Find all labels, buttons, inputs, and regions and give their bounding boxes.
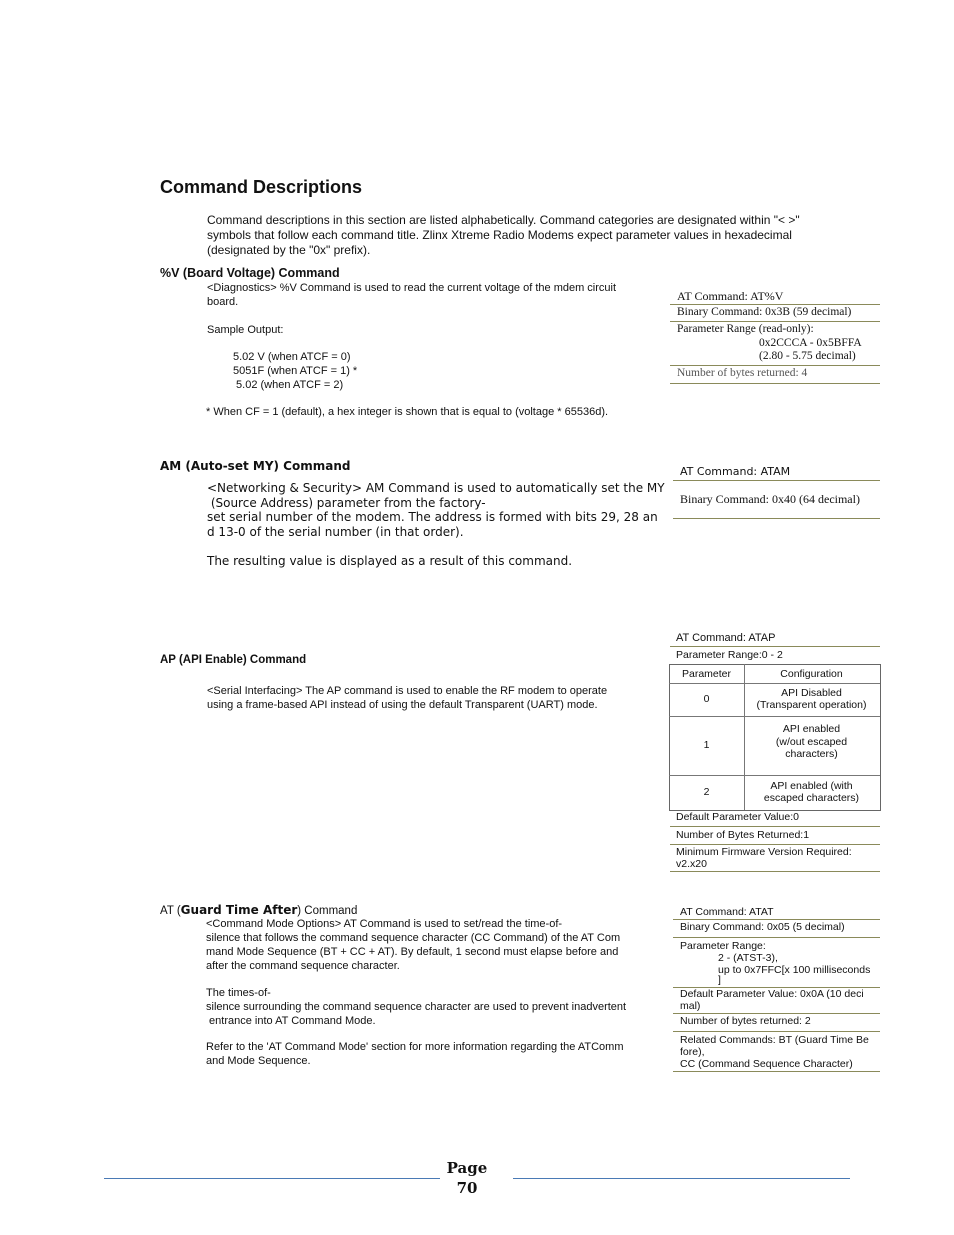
config-line: API Disabled bbox=[781, 687, 842, 699]
config-line: (Transparent operation) bbox=[756, 699, 867, 711]
at-box-at: AT Command: ATAT bbox=[680, 906, 774, 918]
rule bbox=[670, 365, 880, 366]
rule bbox=[673, 1071, 880, 1072]
rule bbox=[670, 304, 880, 305]
range-line: up to 0x7FFC[x 100 milliseconds bbox=[718, 964, 871, 976]
config-line: escaped characters) bbox=[763, 792, 860, 804]
desc-line: mand Mode Sequence (BT + CC + AT). By default, 1 second must elapse before and bbox=[206, 946, 619, 958]
desc-line: Refer to the 'AT Command Mode' section for more information regarding the ATComm bbox=[206, 1041, 624, 1053]
at-box-bytes: Number of bytes returned: 2 bbox=[680, 1015, 811, 1027]
desc-line: <Command Mode Options> AT Command is used to set/read the time-of- bbox=[206, 918, 563, 930]
desc-line: set serial number of the modem. The address is formed with bits 29, 28 an bbox=[207, 510, 658, 524]
desc-line: and Mode Sequence. bbox=[206, 1055, 311, 1067]
rule bbox=[670, 844, 880, 845]
desc-line: board. bbox=[207, 296, 239, 308]
ap-box-at: AT Command: ATAP bbox=[676, 632, 776, 644]
desc-line: d 13-0 of the serial number (in that order). bbox=[207, 524, 464, 539]
ap-box-firmware bbox=[676, 846, 852, 870]
related-line: CC (Command Sequence Character) bbox=[680, 1058, 853, 1070]
am-result: The resulting value is displayed as a result of this command. bbox=[207, 554, 573, 568]
ap-command-desc bbox=[207, 684, 607, 712]
related-line: Related Commands: BT (Guard Time Be bbox=[680, 1034, 869, 1046]
at-command-desc2 bbox=[206, 986, 626, 1028]
desc-line: (Source Address) parameter from the factory- bbox=[207, 495, 486, 510]
ap-box-default: Default Parameter Value:0 bbox=[676, 811, 799, 823]
rule bbox=[670, 383, 880, 384]
rule bbox=[670, 871, 880, 872]
table-divider bbox=[669, 683, 880, 684]
table-cell-config bbox=[744, 687, 879, 711]
intro-line: (designated by the "0x" prefix). bbox=[207, 243, 371, 257]
range-line: Parameter Range: bbox=[680, 940, 766, 952]
page-number bbox=[430, 1158, 504, 1198]
rule bbox=[670, 321, 880, 322]
default-line: mal) bbox=[680, 999, 701, 1012]
desc-line: <Serial Interfacing> The AP command is used to enable the RF modem to operate bbox=[207, 685, 608, 697]
rule bbox=[673, 1031, 880, 1032]
config-line: characters) bbox=[785, 748, 838, 760]
section-heading: Command Descriptions bbox=[160, 177, 363, 197]
footer-rule-left bbox=[104, 1178, 440, 1179]
am-box-at: AT Command: ATAM bbox=[680, 465, 791, 478]
sample-line: 5051F (when ATCF = 1) * bbox=[233, 365, 358, 377]
v-box-binary: Binary Command: 0x3B (59 decimal) bbox=[677, 306, 852, 318]
title-pre: AT ( bbox=[160, 905, 181, 917]
at-box-default bbox=[680, 989, 864, 1012]
v-box-at: AT Command: AT%V bbox=[677, 289, 784, 303]
v-box-range-label: Parameter Range (read-only): bbox=[677, 323, 814, 335]
desc-line: silence that follows the command sequence character (CC Command) of the AT Com bbox=[206, 932, 621, 944]
table-divider bbox=[669, 775, 880, 776]
sample-output-label: Sample Output: bbox=[207, 324, 284, 336]
desc-line: The times-of- bbox=[206, 987, 271, 999]
table-divider bbox=[669, 716, 880, 717]
firmware-line: v2.x20 bbox=[676, 858, 707, 870]
desc-line: using a frame-based API instead of using the default Transparent (UART) mode. bbox=[207, 699, 598, 711]
v-box-range-dec: (2.80 - 5.75 decimal) bbox=[759, 350, 856, 362]
page-value: 70 bbox=[456, 1179, 478, 1197]
ap-box-range: Parameter Range:0 - 2 bbox=[676, 649, 783, 661]
desc-line: after the command sequence character. bbox=[206, 960, 400, 972]
v-box-range-hex: 0x2CCCA - 0x5BFFA bbox=[759, 337, 862, 349]
rule bbox=[673, 518, 880, 519]
desc-line: <Networking & Security> AM Command is used to automatically set the MY bbox=[207, 481, 665, 495]
range-line: 2 - (ATST-3), bbox=[718, 952, 778, 964]
v-command-title: %V (Board Voltage) Command bbox=[160, 266, 340, 280]
am-command-desc-cont bbox=[207, 510, 658, 539]
rule bbox=[670, 646, 880, 647]
default-line: Default Parameter Value: 0x0A (10 deci bbox=[680, 988, 864, 1000]
ap-command-title: AP (API Enable) Command bbox=[160, 654, 307, 666]
rule bbox=[670, 826, 880, 827]
range-line: ] bbox=[718, 974, 721, 986]
rule bbox=[673, 919, 880, 920]
at-command-desc3 bbox=[206, 1040, 624, 1068]
table-cell-param: 1 bbox=[703, 739, 710, 751]
config-line: API enabled bbox=[782, 723, 841, 735]
v-note: * When CF = 1 (default), a hex integer is shown that is equal to (voltage * 65536d). bbox=[206, 406, 609, 418]
at-box-range bbox=[680, 940, 870, 985]
col-header-configuration: Configuration bbox=[780, 668, 843, 680]
am-command-title: AM (Auto-set MY) Command bbox=[160, 459, 351, 473]
am-command-desc bbox=[207, 481, 665, 510]
desc-line: silence surrounding the command sequence character are used to prevent inadvertent bbox=[206, 1001, 627, 1013]
at-command-title bbox=[160, 903, 357, 917]
v-command-desc bbox=[207, 281, 616, 309]
table-cell-param: 0 bbox=[703, 693, 710, 705]
title-bold: Guard Time After bbox=[180, 903, 298, 917]
config-line: (w/out escaped bbox=[775, 735, 848, 748]
table-cell-config bbox=[744, 780, 879, 804]
ap-box-bytes: Number of Bytes Returned:1 bbox=[676, 829, 810, 841]
rule bbox=[673, 937, 880, 938]
at-box-related bbox=[680, 1034, 869, 1070]
v-box-bytes: Number of bytes returned: 4 bbox=[677, 367, 808, 379]
col-header-parameter: Parameter bbox=[681, 668, 732, 680]
sample-line: 5.02 V (when ATCF = 0) bbox=[233, 351, 351, 363]
at-command-desc bbox=[206, 917, 620, 973]
intro-line: symbols that follow each command title. Zlinx Xtreme Radio Modems expect parameter values in hexadecimal bbox=[207, 228, 792, 242]
desc-line: entrance into AT Command Mode. bbox=[206, 1015, 376, 1027]
intro-paragraph bbox=[207, 213, 800, 258]
rule bbox=[673, 1013, 880, 1014]
at-box-binary: Binary Command: 0x05 (5 decimal) bbox=[680, 921, 845, 933]
table-cell-config bbox=[744, 723, 879, 761]
firmware-line: Minimum Firmware Version Required: bbox=[676, 846, 852, 858]
table-cell-param: 2 bbox=[703, 786, 710, 798]
intro-line: Command descriptions in this section are listed alphabetically. Command categories are designated within "< >" bbox=[207, 213, 800, 227]
config-line: API enabled (with bbox=[770, 780, 853, 792]
rule bbox=[673, 480, 880, 481]
desc-line: <Diagnostics> %V Command is used to read the current voltage of the mdem circuit bbox=[207, 282, 617, 294]
sample-output-list bbox=[233, 350, 357, 392]
related-line: fore), bbox=[680, 1046, 705, 1058]
footer-rule-right bbox=[513, 1178, 850, 1179]
title-post: ) Command bbox=[297, 905, 358, 917]
sample-line: 5.02 (when ATCF = 2) bbox=[233, 379, 344, 391]
page-label: Page bbox=[446, 1159, 488, 1177]
am-box-binary: Binary Command: 0x40 (64 decimal) bbox=[680, 492, 860, 506]
